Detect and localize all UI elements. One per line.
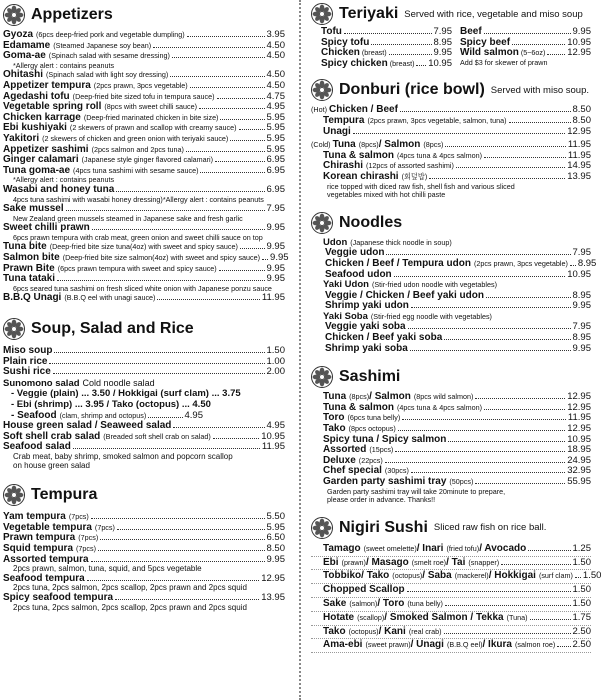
menu-item-prawn-tempura: Prawn tempura (7pcs) 6.50 xyxy=(3,532,285,544)
menu-item-sashimi-toro: Toro (6pcs tuna belly) 11.95 xyxy=(323,412,591,424)
menu-item-donburi-chirashi: Chirashi (12pcs of assorted sashimi) 14.95 xyxy=(323,160,591,172)
menu-item-yakitori: Yakitori (2 skewers of chicken and green onion with teriyaki sauce) 5.95 xyxy=(3,132,285,144)
menu-item-appetizer-tempura: Appetizer tempura (2pcs prawn, 3pcs vegetable) 4.50 xyxy=(3,79,285,91)
udon-heading: Udon (Japanese thick noodle in soup) xyxy=(323,236,452,248)
donburi-header xyxy=(311,77,591,103)
sunomono-veggie: - Veggie (plain) ... 3.50 / Hokkigai (surf clam) ... 3.75 xyxy=(11,388,241,400)
teriyaki-header xyxy=(311,1,591,27)
menu-item-sushi-rice: Sushi rice 2.00 xyxy=(3,366,285,378)
menu-item-ebi-kushiyaki: Ebi kushiyaki (2 skewers of prawn and scallop with creamy sauce) 5.95 xyxy=(3,122,285,134)
teriyaki-subtitle: Served with rice, vegetable and miso soup xyxy=(404,8,583,20)
teriyaki-title: Teriyaki xyxy=(339,5,399,22)
menu-item-wasabi-honey-tuna: Wasabi and honey tuna 6.95 xyxy=(3,183,285,195)
menu-item-donburi-korean-chirashi: Korean chirashi (회덮밥) 13.95 xyxy=(323,170,591,182)
menu-item-goma-ae: Goma-ae (Spinach salad with sesame dressing) 4.50 xyxy=(3,50,285,62)
menu-item-tofu: Tofu 7.95 xyxy=(321,26,452,37)
menu-item-edamame: Edamame (Steamed Japanese soy bean) 4.50 xyxy=(3,39,285,51)
nigiri-title: Nigiri Sushi xyxy=(339,518,428,536)
menu-item-sashimi-tuna-and-salmon: Tuna & salmon (4pcs tuna & 4pcs salmon) 12.95 xyxy=(323,401,591,413)
menu-item-spicy-beef: Spicy beef 10.95 xyxy=(460,36,591,48)
menu-item-donburi-tempura: Tempura (2pcs prawn, 3pcs vegetable, salmon, tuna) 8.50 xyxy=(323,114,591,126)
menu-item-soft-shell-crab-salad: Soft shell crab salad (Breaded soft shell crab on salad) 10.95 xyxy=(3,430,285,442)
nigiri-row: Tobbiko / Tako (octopus) / Saba (mackerel) / Hokkigai (surf clam) 1.50 xyxy=(311,570,591,584)
sunomono-ebi: - Ebi (shrimp) ... 3.95 / Tako (octopus) ... 4.50 xyxy=(11,399,211,410)
sunomono-salad: Sunomono salad Cold noodle salad xyxy=(3,377,155,389)
menu-item-donburi-tuna-and-salmon: Tuna & salmon (4pcs tuna & 4pcs salmon) 11.95 xyxy=(323,149,591,161)
menu-item-ohitashi: Ohitashi (Spinach salad with light soy dressing) 4.50 xyxy=(3,69,285,81)
menu-item-seafood-tempura: Seafood tempura 12.95 xyxy=(3,572,285,584)
menu-right-column xyxy=(311,0,601,700)
menu-item-sashimi-chef-special: Chef special (30pcs) 32.95 xyxy=(323,465,591,477)
item-note: Crab meat, baby shrimp, smoked salmon and popcorn scallop xyxy=(13,451,233,461)
menu-item-sashimi-garden-tray: Garden party sashimi tray (50pcs) 55.95 xyxy=(323,476,591,487)
nigiri-row: Tako (octopus) / Kani (real crab) 2.50 xyxy=(311,626,591,640)
menu-item-chicken-karrage: Chicken karrage (Deep-fried marinated chicken in bite size) 5.95 xyxy=(3,111,285,123)
menu-item-tuna-bite: Tuna bite (Deep-fried bite size tuna(4oz) with sweet and spicy sauce) 9.95 xyxy=(3,241,285,253)
appetizers-title: Appetizers xyxy=(31,6,113,23)
donburi-title: Donburi (rice bowl) xyxy=(339,81,485,99)
menu-item-salmon-bite: Salmon bite (Deep-fried bite size salmon(4oz) with sweet and spicy sauce) 9.95 xyxy=(3,252,289,264)
teriyaki-note: Add $3 for skewer of prawn xyxy=(460,57,548,67)
menu-item-beef: Beef 9.95 xyxy=(460,26,591,37)
yaki-soba-heading: Yaki Soba (Stir-fried egg noodle with vegetables) xyxy=(323,310,492,322)
menu-item-miso-soup: Miso soup 1.50 xyxy=(3,345,285,357)
item-note: 4pcs tuna sashimi with wasabi honey dressing)*Allergy alert : contains peanuts xyxy=(13,194,264,204)
menu-item-wild-salmon: Wild salmon (5~6oz) 12.95 xyxy=(460,47,591,59)
sashimi-title: Sashimi xyxy=(339,368,401,386)
column-divider xyxy=(299,0,301,700)
item-note: vegetables mixed with hot chilli paste xyxy=(327,190,446,200)
menu-item-prawn-bite: Prawn Bite (6pcs prawn tempura with sweet and spicy sauce) 9.95 xyxy=(3,262,285,274)
tempura-header xyxy=(3,482,285,508)
menu-item-sashimi-assorted: Assorted (15pcs) 18.95 xyxy=(323,444,591,456)
menu-item-spicy-chicken: Spicy chicken (breast) 10.95 xyxy=(321,57,452,69)
menu-item-sake-mussel: Sake mussel 7.95 xyxy=(3,203,285,215)
menu-item-veggie-udon: Veggie udon 7.95 xyxy=(325,247,591,259)
flower-icon xyxy=(311,3,333,25)
menu-item-sashimi-deluxe: Deluxe (22pcs) 24.95 xyxy=(323,454,591,466)
donburi-subtitle: Served with miso soup. xyxy=(490,84,589,96)
item-note: 6pcs seared tuna sashimi on fresh sliced white onion with Japanese ponzu sauce xyxy=(13,283,272,293)
item-note: on house green salad xyxy=(13,460,90,470)
menu-item-tuna-tataki: Tuna tataki 9.95 xyxy=(3,273,285,285)
menu-item-chicken: Chicken (breast) 9.95 xyxy=(321,47,452,59)
menu-item-agedashi-tofu: Agedashi tofu (Deep-fried bite sized tofu in tempura sauce) 4.75 xyxy=(3,90,285,102)
soup-header xyxy=(3,316,285,342)
flower-icon xyxy=(3,4,25,26)
menu-item-donburi-tuna-salmon: (Cold) Tuna (8pcs) / Salmon (8pcs) 11.95 xyxy=(311,139,591,151)
menu-item-bbq-unagi: B.B.Q Unagi (B.B.Q eel with unagi sauce) 11.95 xyxy=(3,292,285,304)
menu-item-sweet-chilli-prawn: Sweet chilli prawn 9.95 xyxy=(3,222,285,234)
menu-item-sashimi-tuna-salmon: Tuna (8pcs) / Salmon (8pcs wild salmon) 12.95 xyxy=(323,391,591,403)
menu-item-tuna-goma-ae: Tuna goma-ae (4pcs tuna sashimi with sesame sauce) 6.95 xyxy=(3,164,285,176)
appetizers-header xyxy=(3,2,285,28)
sashimi-header xyxy=(311,364,591,390)
teriyaki-grid xyxy=(311,27,591,69)
soup-title: Soup, Salad and Rice xyxy=(31,320,194,338)
noodles-header xyxy=(311,210,591,236)
item-note: rice topped with diced raw fish, shell fish and various sliced xyxy=(327,181,515,191)
flower-icon xyxy=(311,79,333,101)
menu-item-veggie-yaki-soba: Veggie yaki soba 7.95 xyxy=(325,321,591,333)
sunomono-seafood: - Seafood (clam, shrimp and octopus) 4.95 xyxy=(11,409,203,421)
menu-item-house-green-salad: House green salad / Seaweed salad 4.95 xyxy=(3,420,285,432)
menu-item-sashimi-tako: Tako (8pcs octopus) 12.95 xyxy=(323,423,591,435)
nigiri-row: Hotate (scallop) / Smoked Salmon / Tekka (Tuna) 1.75 xyxy=(311,612,591,626)
menu-item-tempura-udon: Chicken / Beef / Tempura udon (2pcs prawn, 3pcs vegetable) 8.95 xyxy=(325,257,597,269)
menu-item-seafood-udon: Seafood udon 10.95 xyxy=(325,268,591,280)
yaki-udon-heading: Yaki Udon (Stir-fried udon noodle with vegetables) xyxy=(323,279,497,291)
menu-item-donburi-unagi: Unagi 12.95 xyxy=(323,125,591,137)
nigiri-row: Ebi (prawn) / Masago (smelt roe) / Tai (snapper) 1.50 xyxy=(311,557,591,571)
nigiri-row: Sake (salmon) / Toro (tuna belly) 1.50 xyxy=(311,598,591,612)
menu-item-vegetable-tempura: Vegetable tempura (7pcs) 5.95 xyxy=(3,521,285,533)
menu-item-yam-tempura: Yam tempura (7pcs) 5.50 xyxy=(3,511,285,523)
menu-item-seafood-salad: Seafood salad 11.95 xyxy=(3,441,285,453)
nigiri-header xyxy=(311,515,591,541)
allergy-note: *Allergy alert : contains peanuts xyxy=(13,175,115,185)
menu-item-ginger-calamari: Ginger calamari (Japanese style ginger flavored calamari) 6.95 xyxy=(3,154,285,166)
menu-item-spicy-seafood-tempura: Spicy seafood tempura 13.95 xyxy=(3,591,285,603)
menu-item-appetizer-sashimi: Appetizer sashimi (2pcs salmon and 2pcs tuna) 5.95 xyxy=(3,143,285,155)
item-note: New Zealand green mussels steamed in Japanese sake and fresh garlic xyxy=(13,213,243,223)
menu-item-shrimp-yaki-udon: Shrimp yaki udon 9.95 xyxy=(325,300,591,312)
nigiri-row: Chopped Scallop 1.50 xyxy=(311,584,591,598)
flower-icon xyxy=(311,212,333,234)
menu-item-donburi-chicken-beef: (Hot) Chicken / Beef 8.50 xyxy=(311,104,591,116)
noodles-title: Noodles xyxy=(339,213,403,231)
item-note: 2pcs tuna, 2pcs salmon, 2pcs scallop, 2pcs prawn and 2pcs squid xyxy=(13,602,247,612)
menu-item-squid-tempura: Squid tempura (7pcs) 8.50 xyxy=(3,542,285,554)
nigiri-subtitle: Sliced raw fish on rice ball. xyxy=(433,522,547,534)
menu-item-plain-rice: Plain rice 1.00 xyxy=(3,355,285,367)
menu-item-assorted-tempura: Assorted tempura 9.95 xyxy=(3,553,285,565)
menu-item-sashimi-spicy: Spicy tuna / Spicy salmon 10.95 xyxy=(323,433,591,445)
nigiri-row: Ama-ebi (sweet prawn) / Unagi (B.B.Q eel) / Ikura (salmon roe) 2.50 xyxy=(311,639,591,653)
allergy-note: *Allergy alert : contains peanuts xyxy=(13,60,115,70)
flower-icon xyxy=(311,517,333,539)
menu-left-column xyxy=(3,0,289,700)
menu-item-gyoza: Gyoza (6pcs deep-fried pork and vegetable dumpling) 3.95 xyxy=(3,29,285,40)
tempura-title: Tempura xyxy=(31,486,98,504)
menu-item-spicy-tofu: Spicy tofu 8.95 xyxy=(321,36,452,48)
item-note: 2pcs tuna, 2pcs salmon, 2pcs scallop, 2pcs prawn and 2pcs squid xyxy=(13,583,247,593)
item-note: 2pcs prawn, salmon, tuna, squid, and 5pcs vegetable xyxy=(13,564,202,574)
flower-icon xyxy=(3,318,25,340)
menu-item-shrimp-yaki-soba: Shrimp yaki soba 9.95 xyxy=(325,342,591,354)
nigiri-list xyxy=(311,542,601,653)
item-note: Garden party sashimi tray will take 20minute to prepare, xyxy=(327,486,506,496)
item-note: 6pcs prawn tempura with crab meat, green onion and sweet chilli sauce on top xyxy=(13,232,263,242)
item-note: please order in advance. Thanks!! xyxy=(327,495,436,505)
menu-item-vegetable-spring-roll: Vegetable spring roll (8pcs with sweet chilli sauce) 4.95 xyxy=(3,101,285,113)
flower-icon xyxy=(3,484,25,506)
nigiri-row: Tamago (sweet omelette) / Inari (fried tofu) / Avocado 1.25 xyxy=(311,543,591,557)
flower-icon xyxy=(311,366,333,388)
menu-item-yaki-soba: Chicken / Beef yaki soba 8.95 xyxy=(325,332,591,344)
menu-item-yaki-udon: Veggie / Chicken / Beef yaki udon 8.95 xyxy=(325,289,591,301)
